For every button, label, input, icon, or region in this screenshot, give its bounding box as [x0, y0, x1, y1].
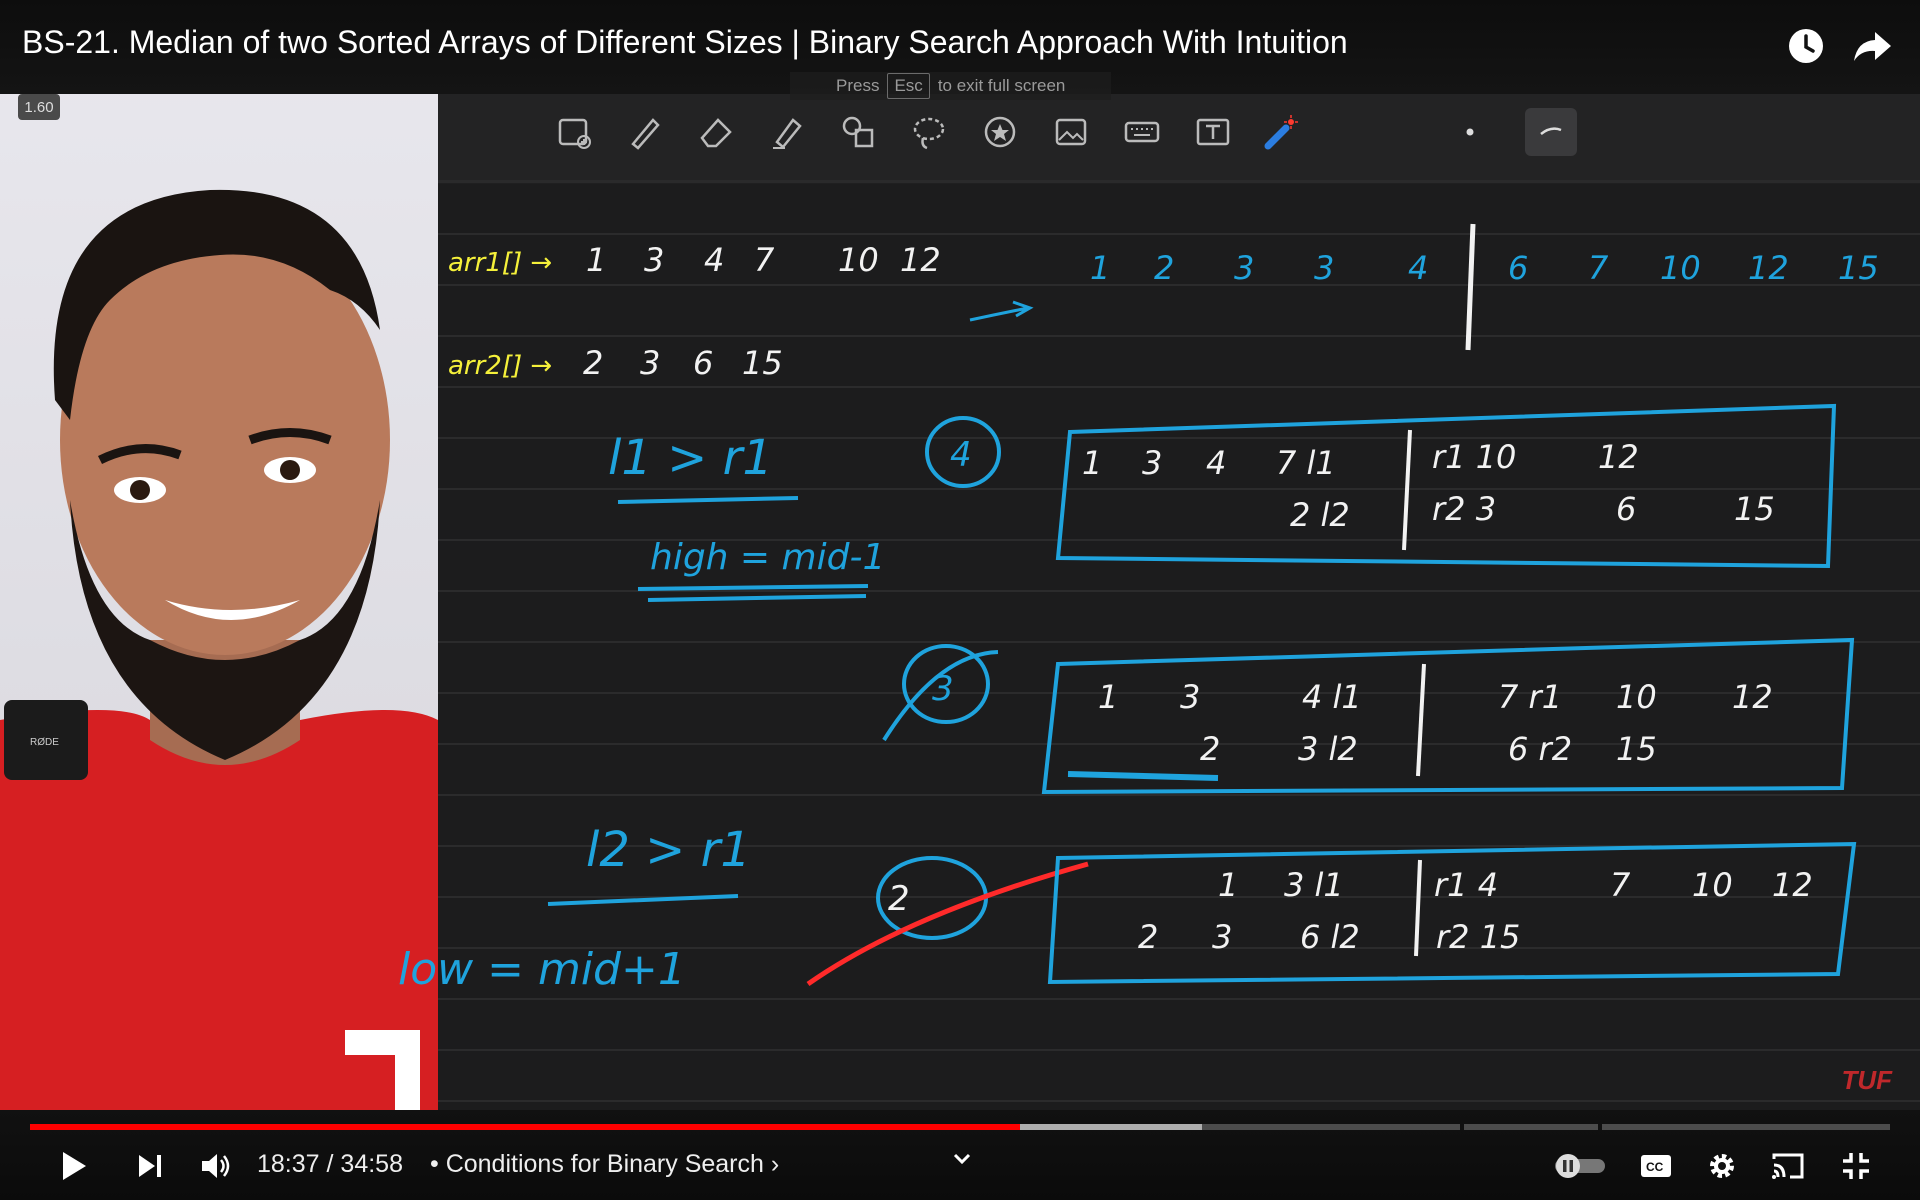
case2-value: 10 — [1616, 678, 1657, 716]
exit-fullscreen-icon — [1841, 1151, 1871, 1181]
case3-value: r2 15 — [1436, 918, 1521, 956]
merged-value: 10 — [1660, 249, 1701, 287]
duration: 34:58 — [340, 1150, 403, 1178]
handwritten-notes — [398, 184, 1920, 1110]
case1-value: 4 — [1206, 444, 1227, 482]
case3-value: 1 — [1218, 866, 1239, 904]
fullscreen-hint — [790, 72, 1111, 100]
case3-value: r1 4 — [1434, 866, 1499, 904]
svg-text:RØDE: RØDE — [30, 737, 59, 748]
merged-value: 1 — [1090, 249, 1111, 287]
case3-value: 10 — [1692, 866, 1733, 904]
merged-value: 4 — [1408, 249, 1429, 287]
case2-value: 4 l1 — [1302, 678, 1362, 716]
merged-value: 3 — [1314, 249, 1335, 287]
lasso-icon[interactable] — [905, 108, 953, 156]
closed-captions-icon — [1639, 1152, 1673, 1180]
progress-bar[interactable] — [30, 1124, 1890, 1130]
case1-value: 7 l1 — [1276, 444, 1336, 482]
video-title[interactable]: BS-21. Median of two Sorted Arrays of Different Sizes | Binary Search Approach With Intuition — [22, 24, 1348, 60]
presenter-illustration — [0, 0, 438, 1110]
cast-button[interactable] — [1766, 1146, 1810, 1186]
arr1-value: 3 — [644, 241, 665, 279]
case1-value: r1 10 — [1432, 438, 1517, 476]
case2-value: 12 — [1732, 678, 1773, 716]
merged-value: 2 — [1154, 249, 1175, 287]
image-icon[interactable] — [1047, 108, 1095, 156]
case2-value: 3 l2 — [1298, 730, 1358, 768]
autoplay-toggle-icon — [1553, 1152, 1607, 1180]
median-divider — [1468, 224, 1473, 350]
condition-l1-gt-r1: l1 > r1 — [608, 430, 773, 486]
arr1-value: 7 — [754, 241, 775, 279]
share-icon[interactable] — [1850, 24, 1894, 68]
case2-box — [1044, 640, 1852, 792]
case3-value: 12 — [1772, 866, 1813, 904]
tuf-watermark: TUF — [1841, 1065, 1892, 1095]
time-display — [257, 1150, 403, 1179]
laser-stroke — [808, 864, 1088, 984]
laser-pointer-icon[interactable] — [1256, 108, 1304, 156]
condition-l2-gt-r1: l2 > r1 — [586, 822, 751, 878]
merged-value: 12 — [1748, 249, 1789, 287]
highlighter-icon[interactable] — [763, 108, 811, 156]
case3-value: 7 — [1610, 866, 1631, 904]
time-separator: / — [326, 1150, 334, 1178]
settings-button[interactable] — [1700, 1146, 1744, 1186]
arr1-value: 12 — [900, 241, 941, 279]
arr1-value: 1 — [586, 241, 607, 279]
case1-value: 2 l2 — [1290, 496, 1350, 534]
arr2-value: 15 — [742, 344, 783, 382]
merged-value: 6 — [1508, 249, 1529, 287]
case3-value: 3 — [1212, 918, 1233, 956]
stroke-style-icon[interactable] — [1525, 108, 1577, 156]
case1-value: r2 3 — [1432, 490, 1497, 528]
chapter-button[interactable] — [430, 1150, 779, 1179]
whiteboard-canvas — [398, 184, 1920, 1110]
arr1-value: 4 — [704, 241, 725, 279]
subtitles-button[interactable] — [1634, 1146, 1678, 1186]
case2-value: 7 r1 — [1498, 678, 1563, 716]
mute-button[interactable] — [194, 1146, 238, 1186]
cast-icon — [1770, 1151, 1806, 1181]
case3-number: 2 — [888, 879, 910, 919]
shapes-icon[interactable] — [834, 108, 882, 156]
esc-key-badge: Esc — [887, 73, 929, 99]
dot-size-icon[interactable] — [1446, 108, 1494, 156]
play-icon — [59, 1149, 89, 1183]
chapter-segment[interactable] — [1464, 1124, 1598, 1130]
case1-value: 1 — [1082, 444, 1103, 482]
case1-value: 6 — [1616, 490, 1637, 528]
case2-value: 6 r2 — [1508, 730, 1573, 768]
played-range — [30, 1124, 1020, 1130]
play-button[interactable] — [52, 1146, 96, 1186]
current-time: 18:37 — [257, 1150, 320, 1178]
case1-value: 3 — [1142, 444, 1163, 482]
gear-icon — [1706, 1150, 1738, 1182]
pen-icon[interactable] — [621, 108, 669, 156]
skip-next-icon — [135, 1151, 165, 1181]
presenter-video — [0, 0, 438, 1110]
arr2-label: arr2[] → — [448, 351, 553, 381]
chevron-right-icon: › — [770, 1150, 780, 1178]
case1-box — [1058, 406, 1834, 566]
fullscreen-hint-suffix: to exit full screen — [937, 76, 1066, 95]
volume-icon — [199, 1151, 233, 1181]
arr1-value: 10 — [838, 241, 879, 279]
eraser-icon[interactable] — [692, 108, 740, 156]
case3-value: 2 — [1138, 918, 1159, 956]
whiteboard-toolbar — [438, 94, 1920, 183]
case3-box — [1050, 844, 1854, 982]
keyboard-icon[interactable] — [1118, 108, 1166, 156]
action-high: high = mid-1 — [650, 537, 886, 578]
case2-number: 3 — [932, 669, 954, 709]
arr2-value: 2 — [583, 344, 604, 382]
case2-value: 1 — [1098, 678, 1119, 716]
autoplay-toggle[interactable] — [1552, 1146, 1608, 1186]
case3-value: 3 l1 — [1284, 866, 1344, 904]
merged-value: 15 — [1838, 249, 1879, 287]
text-box-icon[interactable] — [1189, 108, 1237, 156]
arr1-label: arr1[] → — [448, 248, 553, 278]
case1-number: 4 — [950, 435, 972, 475]
fullscreen-hint-prefix: Press — [836, 76, 880, 95]
case2-value: 15 — [1616, 730, 1657, 768]
arr2-value: 6 — [693, 344, 714, 382]
expand-description-button[interactable] — [942, 1144, 982, 1174]
chapter-title: • Conditions for Binary Search — [430, 1150, 764, 1178]
chapter-segment[interactable] — [1602, 1124, 1890, 1130]
watch-later-icon[interactable] — [1784, 24, 1828, 68]
sticker-icon[interactable] — [976, 108, 1024, 156]
case2-value: 2 — [1200, 730, 1221, 768]
playback-speed-badge: 1.60 — [18, 94, 60, 120]
action-low: low = mid+1 — [398, 944, 686, 995]
case2-value: 3 — [1180, 678, 1201, 716]
svg-text:CC: CC — [1646, 1160, 1664, 1174]
merged-value: 3 — [1234, 249, 1255, 287]
chevron-down-icon — [952, 1152, 972, 1166]
arr2-value: 3 — [640, 344, 661, 382]
merge-arrow — [970, 302, 1030, 320]
whiteboard — [398, 94, 1920, 1110]
case1-value: 12 — [1598, 438, 1639, 476]
case3-value: 6 l2 — [1300, 918, 1360, 956]
insert-page-icon[interactable] — [550, 108, 598, 156]
next-button[interactable] — [128, 1146, 172, 1186]
case1-value: 15 — [1734, 490, 1775, 528]
merged-value: 7 — [1588, 249, 1609, 287]
exit-fullscreen-button[interactable] — [1834, 1146, 1878, 1186]
